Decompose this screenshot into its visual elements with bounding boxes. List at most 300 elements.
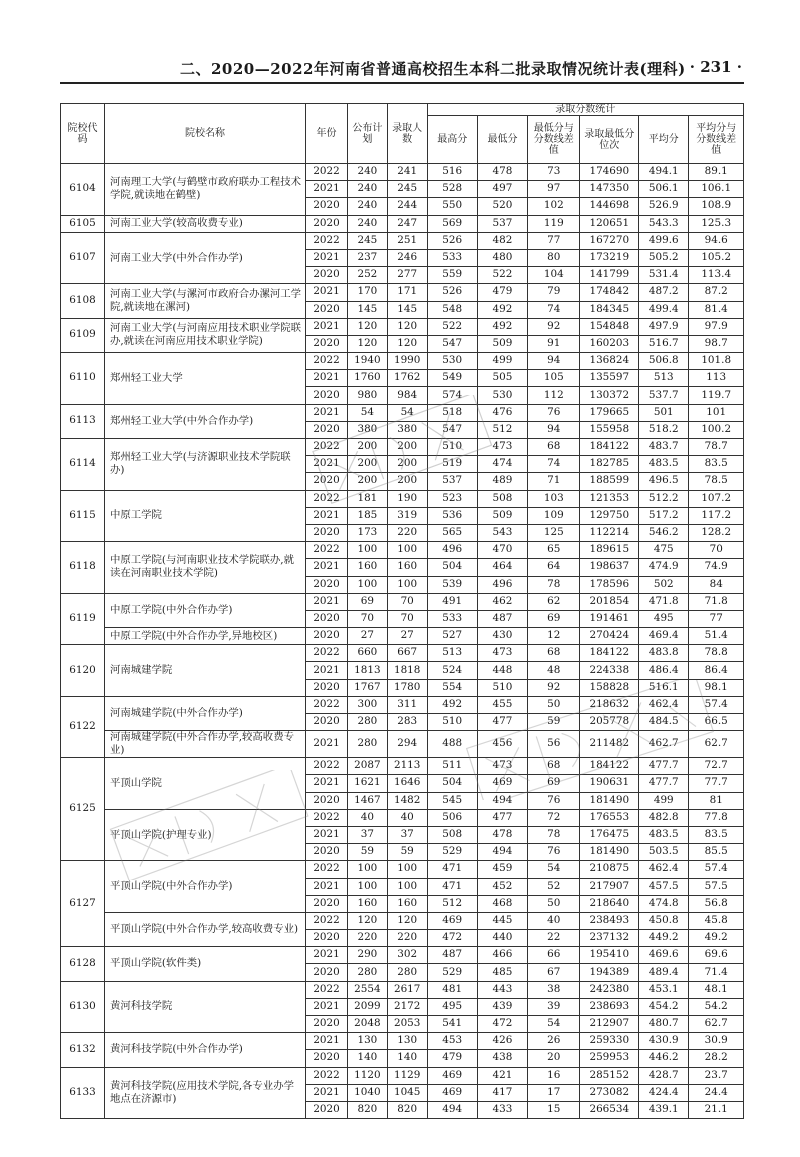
cell-avg: 482.8 — [639, 809, 689, 826]
cell-year: 2022 — [306, 164, 348, 181]
cell-admitted: 130 — [387, 1033, 427, 1050]
cell-rank: 181490 — [580, 844, 639, 861]
cell-admitted: 100 — [387, 576, 427, 593]
cell-admitted: 160 — [387, 895, 427, 912]
cell-plan: 220 — [347, 930, 387, 947]
cell-rank: 144698 — [580, 198, 639, 215]
cell-admitted: 302 — [387, 947, 427, 964]
cell-min: 455 — [477, 696, 527, 713]
cell-avg-diff: 81.4 — [689, 301, 744, 318]
table-row — [61, 1033, 744, 1050]
cell-min: 478 — [477, 164, 527, 181]
cell-avg: 483.5 — [639, 826, 689, 843]
cell-year: 2020 — [306, 576, 348, 593]
cell-avg: 424.4 — [639, 1084, 689, 1101]
cell-avg-diff: 108.9 — [689, 198, 744, 215]
table-row — [61, 912, 744, 929]
table-row — [61, 490, 744, 507]
cell-plan: 240 — [347, 215, 387, 232]
cell-plan: 1621 — [347, 775, 387, 792]
cell-year: 2022 — [306, 439, 348, 456]
cell-admitted: 245 — [387, 181, 427, 198]
cell-min: 477 — [477, 809, 527, 826]
cell-min: 499 — [477, 353, 527, 370]
cell-min: 496 — [477, 576, 527, 593]
school-code: 6119 — [61, 593, 105, 645]
cell-min: 426 — [477, 1033, 527, 1050]
cell-avg-diff: 119.7 — [689, 387, 744, 404]
page-number: · 231 · — [689, 58, 742, 76]
cell-plan: 1467 — [347, 792, 387, 809]
cell-admitted: 247 — [387, 215, 427, 232]
cell-max: 488 — [427, 731, 477, 758]
cell-admitted: 59 — [387, 844, 427, 861]
cell-max: 523 — [427, 490, 477, 507]
cell-rank: 224338 — [580, 662, 639, 679]
cell-year: 2021 — [306, 662, 348, 679]
cell-plan: 54 — [347, 404, 387, 421]
cell-rank: 198637 — [580, 559, 639, 576]
cell-min: 473 — [477, 645, 527, 662]
cell-min-diff: 74 — [528, 456, 580, 473]
cell-min: 464 — [477, 559, 527, 576]
cell-avg: 499.6 — [639, 232, 689, 249]
cell-plan: 120 — [347, 912, 387, 929]
school-code: 6133 — [61, 1067, 105, 1119]
cell-rank: 160203 — [580, 335, 639, 352]
cell-plan: 240 — [347, 164, 387, 181]
table-body — [61, 164, 744, 1119]
cell-plan: 100 — [347, 861, 387, 878]
cell-min: 520 — [477, 198, 527, 215]
cell-max: 481 — [427, 981, 477, 998]
table-row — [61, 542, 744, 559]
cell-max: 511 — [427, 758, 477, 775]
cell-plan: 820 — [347, 1101, 387, 1118]
cell-min-diff: 125 — [528, 524, 580, 541]
school-name: 中原工学院 — [104, 490, 305, 542]
cell-max: 524 — [427, 662, 477, 679]
cell-avg: 516.1 — [639, 679, 689, 696]
cell-avg: 454.2 — [639, 998, 689, 1015]
cell-max: 533 — [427, 610, 477, 627]
cell-max: 545 — [427, 792, 477, 809]
cell-rank: 201854 — [580, 593, 639, 610]
school-name: 中原工学院(中外合作办学,异地校区) — [104, 628, 305, 645]
cell-min: 470 — [477, 542, 527, 559]
cell-plan: 130 — [347, 1033, 387, 1050]
cell-min-diff: 20 — [528, 1050, 580, 1067]
school-name: 黄河科技学院(中外合作办学) — [104, 1033, 305, 1067]
table-row — [61, 947, 744, 964]
cell-avg-diff: 97.9 — [689, 318, 744, 335]
cell-rank: 178596 — [580, 576, 639, 593]
cell-plan: 160 — [347, 559, 387, 576]
cell-rank: 173219 — [580, 249, 639, 266]
cell-year: 2021 — [306, 507, 348, 524]
table-row — [61, 215, 744, 232]
cell-avg: 439.1 — [639, 1101, 689, 1118]
cell-max: 526 — [427, 284, 477, 301]
school-code: 6104 — [61, 164, 105, 216]
cell-min: 433 — [477, 1101, 527, 1118]
school-name: 郑州轻工业大学(中外合作办学) — [104, 404, 305, 438]
cell-plan: 40 — [347, 809, 387, 826]
cell-max: 547 — [427, 421, 477, 438]
cell-max: 479 — [427, 1050, 477, 1067]
cell-avg: 518.2 — [639, 421, 689, 438]
table-row — [61, 809, 744, 826]
cell-plan: 1940 — [347, 353, 387, 370]
cell-min-diff: 76 — [528, 404, 580, 421]
cell-avg: 453.1 — [639, 981, 689, 998]
cell-max: 469 — [427, 1067, 477, 1084]
cell-plan: 200 — [347, 439, 387, 456]
cell-avg-diff: 48.1 — [689, 981, 744, 998]
cell-min-diff: 67 — [528, 964, 580, 981]
cell-min: 543 — [477, 524, 527, 541]
cell-min: 477 — [477, 714, 527, 731]
cell-avg: 483.8 — [639, 645, 689, 662]
cell-avg: 477.7 — [639, 775, 689, 792]
cell-max: 487 — [427, 947, 477, 964]
cell-avg-diff: 113 — [689, 370, 744, 387]
cell-rank: 273082 — [580, 1084, 639, 1101]
cell-avg-diff: 72.7 — [689, 758, 744, 775]
cell-avg-diff: 77 — [689, 610, 744, 627]
cell-year: 2022 — [306, 232, 348, 249]
cell-avg: 462.4 — [639, 696, 689, 713]
cell-avg-diff: 57.4 — [689, 861, 744, 878]
cell-admitted: 100 — [387, 878, 427, 895]
cell-plan: 2087 — [347, 758, 387, 775]
cell-year: 2021 — [306, 731, 348, 758]
cell-max: 494 — [427, 1101, 477, 1118]
cell-admitted: 251 — [387, 232, 427, 249]
cell-min: 421 — [477, 1067, 527, 1084]
cell-rank: 184345 — [580, 301, 639, 318]
cell-max: 533 — [427, 249, 477, 266]
school-name: 黄河科技学院(应用技术学院,各专业办学地点在济源市) — [104, 1067, 305, 1119]
cell-max: 513 — [427, 645, 477, 662]
cell-avg: 486.4 — [639, 662, 689, 679]
cell-min-diff: 104 — [528, 267, 580, 284]
cell-plan: 1040 — [347, 1084, 387, 1101]
cell-avg: 469.4 — [639, 628, 689, 645]
cell-admitted: 100 — [387, 861, 427, 878]
cell-min-diff: 112 — [528, 387, 580, 404]
cell-max: 496 — [427, 542, 477, 559]
cell-admitted: 2617 — [387, 981, 427, 998]
cell-min: 497 — [477, 181, 527, 198]
cell-min-diff: 97 — [528, 181, 580, 198]
cell-min-diff: 64 — [528, 559, 580, 576]
cell-year: 2021 — [306, 947, 348, 964]
cell-avg-diff: 30.9 — [689, 1033, 744, 1050]
cell-min-diff: 48 — [528, 662, 580, 679]
cell-avg: 471.8 — [639, 593, 689, 610]
cell-avg: 512.2 — [639, 490, 689, 507]
cell-rank: 182785 — [580, 456, 639, 473]
cell-min-diff: 80 — [528, 249, 580, 266]
cell-rank: 238693 — [580, 998, 639, 1015]
cell-avg: 428.7 — [639, 1067, 689, 1084]
cell-min-diff: 109 — [528, 507, 580, 524]
cell-avg-diff: 81 — [689, 792, 744, 809]
cell-min: 452 — [477, 878, 527, 895]
cell-min: 530 — [477, 387, 527, 404]
cell-max: 574 — [427, 387, 477, 404]
cell-min: 508 — [477, 490, 527, 507]
cell-year: 2020 — [306, 198, 348, 215]
cell-plan: 240 — [347, 181, 387, 198]
cell-avg-diff: 24.4 — [689, 1084, 744, 1101]
cell-avg-diff: 105.2 — [689, 249, 744, 266]
cell-max: 506 — [427, 809, 477, 826]
cell-rank: 266534 — [580, 1101, 639, 1118]
table-row — [61, 645, 744, 662]
table-row — [61, 318, 744, 335]
cell-plan: 70 — [347, 610, 387, 627]
cell-year: 2022 — [306, 758, 348, 775]
cell-max: 453 — [427, 1033, 477, 1050]
col-header-min: 最低分 — [477, 116, 527, 164]
cell-year: 2021 — [306, 1033, 348, 1050]
cell-max: 504 — [427, 559, 477, 576]
cell-plan: 120 — [347, 318, 387, 335]
cell-year: 2020 — [306, 844, 348, 861]
cell-avg: 497.9 — [639, 318, 689, 335]
cell-min: 480 — [477, 249, 527, 266]
cell-year: 2020 — [306, 524, 348, 541]
col-header-score-group: 录取分数统计 — [427, 104, 743, 116]
cell-avg-diff: 101.8 — [689, 353, 744, 370]
cell-admitted: 1482 — [387, 792, 427, 809]
cell-min-diff: 76 — [528, 844, 580, 861]
cell-avg-diff: 66.5 — [689, 714, 744, 731]
cell-plan: 140 — [347, 1050, 387, 1067]
cell-admitted: 1129 — [387, 1067, 427, 1084]
cell-min-diff: 92 — [528, 318, 580, 335]
cell-admitted: 140 — [387, 1050, 427, 1067]
cell-avg: 517.2 — [639, 507, 689, 524]
cell-year: 2020 — [306, 792, 348, 809]
cell-rank: 147350 — [580, 181, 639, 198]
cell-min-diff: 92 — [528, 679, 580, 696]
table-row — [61, 164, 744, 181]
cell-min-diff: 105 — [528, 370, 580, 387]
cell-min-diff: 62 — [528, 593, 580, 610]
cell-avg-diff: 71.4 — [689, 964, 744, 981]
table-row — [61, 696, 744, 713]
cell-plan: 280 — [347, 714, 387, 731]
table-row — [61, 731, 744, 758]
cell-rank: 112214 — [580, 524, 639, 541]
cell-avg: 506.8 — [639, 353, 689, 370]
cell-min-diff: 15 — [528, 1101, 580, 1118]
cell-admitted: 190 — [387, 490, 427, 507]
cell-avg-diff: 87.2 — [689, 284, 744, 301]
cell-rank: 218640 — [580, 895, 639, 912]
school-name: 平顶山学院 — [104, 758, 305, 810]
school-code: 6132 — [61, 1033, 105, 1067]
cell-rank: 167270 — [580, 232, 639, 249]
cell-admitted: 1646 — [387, 775, 427, 792]
cell-plan: 1120 — [347, 1067, 387, 1084]
cell-max: 472 — [427, 930, 477, 947]
cell-avg-diff: 57.4 — [689, 696, 744, 713]
cell-max: 565 — [427, 524, 477, 541]
cell-avg-diff: 70 — [689, 542, 744, 559]
cell-min-diff: 69 — [528, 610, 580, 627]
cell-year: 2020 — [306, 964, 348, 981]
cell-admitted: 294 — [387, 731, 427, 758]
cell-plan: 181 — [347, 490, 387, 507]
cell-max: 529 — [427, 964, 477, 981]
cell-min: 456 — [477, 731, 527, 758]
cell-admitted: 200 — [387, 473, 427, 490]
cell-min-diff: 68 — [528, 645, 580, 662]
cell-year: 2021 — [306, 249, 348, 266]
cell-rank: 210875 — [580, 861, 639, 878]
cell-min: 438 — [477, 1050, 527, 1067]
cell-year: 2020 — [306, 930, 348, 947]
table-row — [61, 981, 744, 998]
cell-min: 537 — [477, 215, 527, 232]
cell-plan: 1813 — [347, 662, 387, 679]
cell-min: 492 — [477, 301, 527, 318]
cell-admitted: 40 — [387, 809, 427, 826]
cell-plan: 160 — [347, 895, 387, 912]
cell-avg: 501 — [639, 404, 689, 421]
cell-year: 2021 — [306, 998, 348, 1015]
cell-avg-diff: 54.2 — [689, 998, 744, 1015]
cell-plan: 1767 — [347, 679, 387, 696]
cell-avg: 513 — [639, 370, 689, 387]
cell-max: 537 — [427, 473, 477, 490]
table-row — [61, 353, 744, 370]
cell-avg: 505.2 — [639, 249, 689, 266]
cell-avg-diff: 84 — [689, 576, 744, 593]
school-name: 平顶山学院(护理专业) — [104, 809, 305, 861]
cell-avg-diff: 21.1 — [689, 1101, 744, 1118]
cell-min: 448 — [477, 662, 527, 679]
cell-max: 541 — [427, 1016, 477, 1033]
school-code: 6120 — [61, 645, 105, 697]
cell-min-diff: 71 — [528, 473, 580, 490]
col-header-plan: 公布计划 — [347, 104, 387, 164]
cell-max: 547 — [427, 335, 477, 352]
cell-year: 2021 — [306, 1084, 348, 1101]
table-row — [61, 628, 744, 645]
cell-min-diff: 17 — [528, 1084, 580, 1101]
cell-plan: 380 — [347, 421, 387, 438]
cell-avg-diff: 107.2 — [689, 490, 744, 507]
table-row — [61, 861, 744, 878]
cell-rank: 270424 — [580, 628, 639, 645]
cell-min: 485 — [477, 964, 527, 981]
cell-admitted: 200 — [387, 439, 427, 456]
cell-min-diff: 54 — [528, 861, 580, 878]
cell-rank: 129750 — [580, 507, 639, 524]
cell-year: 2022 — [306, 1067, 348, 1084]
school-name: 河南工业大学(中外合作办学) — [104, 232, 305, 284]
cell-year: 2020 — [306, 215, 348, 232]
cell-max: 536 — [427, 507, 477, 524]
cell-avg: 531.4 — [639, 267, 689, 284]
cell-rank: 174690 — [580, 164, 639, 181]
cell-avg: 430.9 — [639, 1033, 689, 1050]
cell-min: 492 — [477, 318, 527, 335]
cell-min-diff: 66 — [528, 947, 580, 964]
cell-plan: 2099 — [347, 998, 387, 1015]
school-name: 平顶山学院(中外合作办学) — [104, 861, 305, 913]
cell-avg: 543.3 — [639, 215, 689, 232]
cell-avg-diff: 98.1 — [689, 679, 744, 696]
school-code: 6128 — [61, 947, 105, 981]
school-name: 河南城建学院(中外合作办学) — [104, 696, 305, 730]
cell-year: 2022 — [306, 861, 348, 878]
cell-plan: 69 — [347, 593, 387, 610]
cell-min-diff: 77 — [528, 232, 580, 249]
cell-min: 466 — [477, 947, 527, 964]
cell-plan: 660 — [347, 645, 387, 662]
cell-min-diff: 78 — [528, 576, 580, 593]
cell-max: 569 — [427, 215, 477, 232]
cell-year: 2022 — [306, 912, 348, 929]
cell-admitted: 280 — [387, 964, 427, 981]
cell-avg-diff: 62.7 — [689, 731, 744, 758]
col-header-rank: 录取最低分位次 — [580, 116, 639, 164]
col-header-min-diff: 最低分与分数线差值 — [528, 116, 580, 164]
cell-rank: 189615 — [580, 542, 639, 559]
cell-max: 510 — [427, 439, 477, 456]
cell-admitted: 120 — [387, 335, 427, 352]
cell-min: 510 — [477, 679, 527, 696]
cell-max: 548 — [427, 301, 477, 318]
cell-max: 512 — [427, 895, 477, 912]
cell-avg: 483.7 — [639, 439, 689, 456]
cell-avg-diff: 89.1 — [689, 164, 744, 181]
cell-rank: 259330 — [580, 1033, 639, 1050]
cell-admitted: 1045 — [387, 1084, 427, 1101]
cell-avg-diff: 83.5 — [689, 826, 744, 843]
cell-min: 487 — [477, 610, 527, 627]
cell-avg-diff: 125.3 — [689, 215, 744, 232]
cell-max: 469 — [427, 1084, 477, 1101]
cell-min-diff: 12 — [528, 628, 580, 645]
table-row — [61, 404, 744, 421]
cell-admitted: 120 — [387, 912, 427, 929]
school-code: 6113 — [61, 404, 105, 438]
cell-min: 494 — [477, 792, 527, 809]
school-name: 平顶山学院(软件类) — [104, 947, 305, 981]
cell-plan: 27 — [347, 628, 387, 645]
school-name: 黄河科技学院 — [104, 981, 305, 1033]
cell-avg-diff: 78.8 — [689, 645, 744, 662]
cell-year: 2021 — [306, 318, 348, 335]
cell-rank: 130372 — [580, 387, 639, 404]
cell-avg: 499 — [639, 792, 689, 809]
cell-rank: 174842 — [580, 284, 639, 301]
cell-admitted: 1990 — [387, 353, 427, 370]
cell-admitted: 244 — [387, 198, 427, 215]
cell-admitted: 283 — [387, 714, 427, 731]
cell-max: 559 — [427, 267, 477, 284]
cell-year: 2022 — [306, 809, 348, 826]
cell-avg: 516.7 — [639, 335, 689, 352]
cell-year: 2020 — [306, 895, 348, 912]
